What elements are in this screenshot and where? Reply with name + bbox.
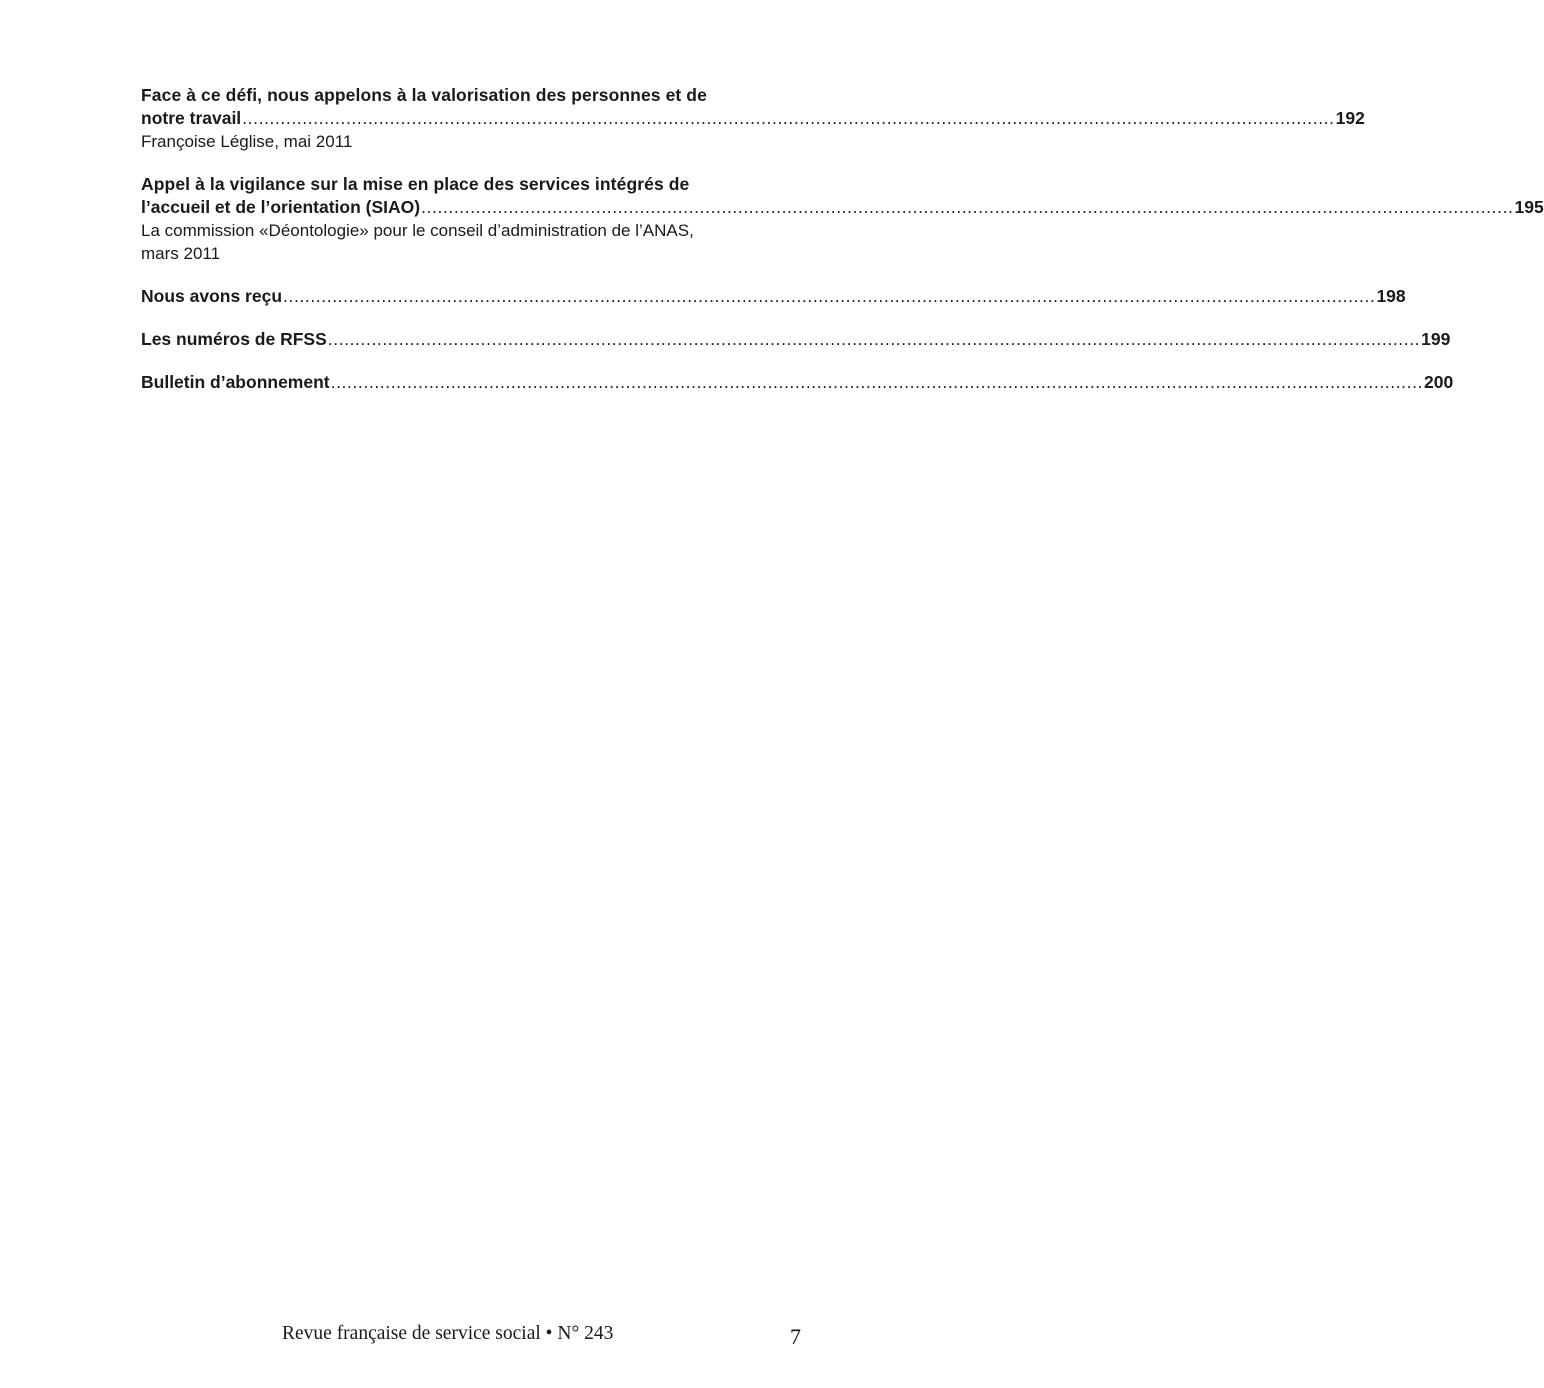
dot-leader: ........................................................................................................................................................................................................ [330, 372, 1424, 392]
toc-entry-leader-line [141, 196, 1544, 219]
toc-entry-leader-line [141, 328, 1451, 351]
toc-entry-title: Nous avons reçu [141, 286, 283, 306]
toc-entry-title: Les numéros de RFSS [141, 329, 327, 349]
toc-entry-author: La commission «Déontologie» pour le conseil d’administration de l’ANAS, [141, 221, 694, 240]
toc-entry-leader-line [141, 107, 1365, 130]
table-of-contents [141, 84, 1544, 394]
toc-entry-title-continued: l’accueil et de l’orientation (SIAO) [141, 197, 421, 217]
toc-page-number: 198 [1376, 286, 1406, 306]
dot-leader: ........................................................................................................................................................................................................ [242, 108, 1335, 128]
toc-entry-siao[interactable] [141, 173, 1544, 265]
toc-entry-leader-line [141, 285, 1406, 308]
toc-entry-leader-line [141, 371, 1454, 394]
toc-entry-numeros-rfss[interactable] [141, 328, 1451, 351]
journal-footer: Revue française de service social • N° 243 [282, 1323, 614, 1344]
toc-entry-author-continued: mars 2011 [141, 244, 221, 263]
toc-page-number: 199 [1421, 329, 1451, 349]
toc-page-number: 195 [1514, 197, 1544, 217]
toc-page-number: 200 [1424, 372, 1454, 392]
toc-entry-nous-avons-recu[interactable] [141, 285, 1406, 308]
dot-leader: ........................................................................................................................................................................................................ [283, 286, 1376, 306]
toc-entry-author: Françoise Léglise, mai 2011 [141, 132, 353, 151]
toc-entry-valorisation[interactable] [141, 84, 1365, 153]
toc-entry-title-continued: notre travail [141, 108, 242, 128]
page-number: 7 [790, 1324, 801, 1349]
toc-entry-title: Appel à la vigilance sur la mise en place des services intégrés de [141, 174, 690, 194]
toc-page-number: 192 [1335, 108, 1365, 128]
toc-entry-title: Face à ce défi, nous appelons à la valorisation des personnes et de [141, 85, 707, 105]
dot-leader: ........................................................................................................................................................................................................ [421, 197, 1514, 217]
dot-leader: ........................................................................................................................................................................................................ [327, 329, 1421, 349]
toc-entry-bulletin-abonnement[interactable] [141, 371, 1454, 394]
toc-entry-title: Bulletin d’abonnement [141, 372, 330, 392]
